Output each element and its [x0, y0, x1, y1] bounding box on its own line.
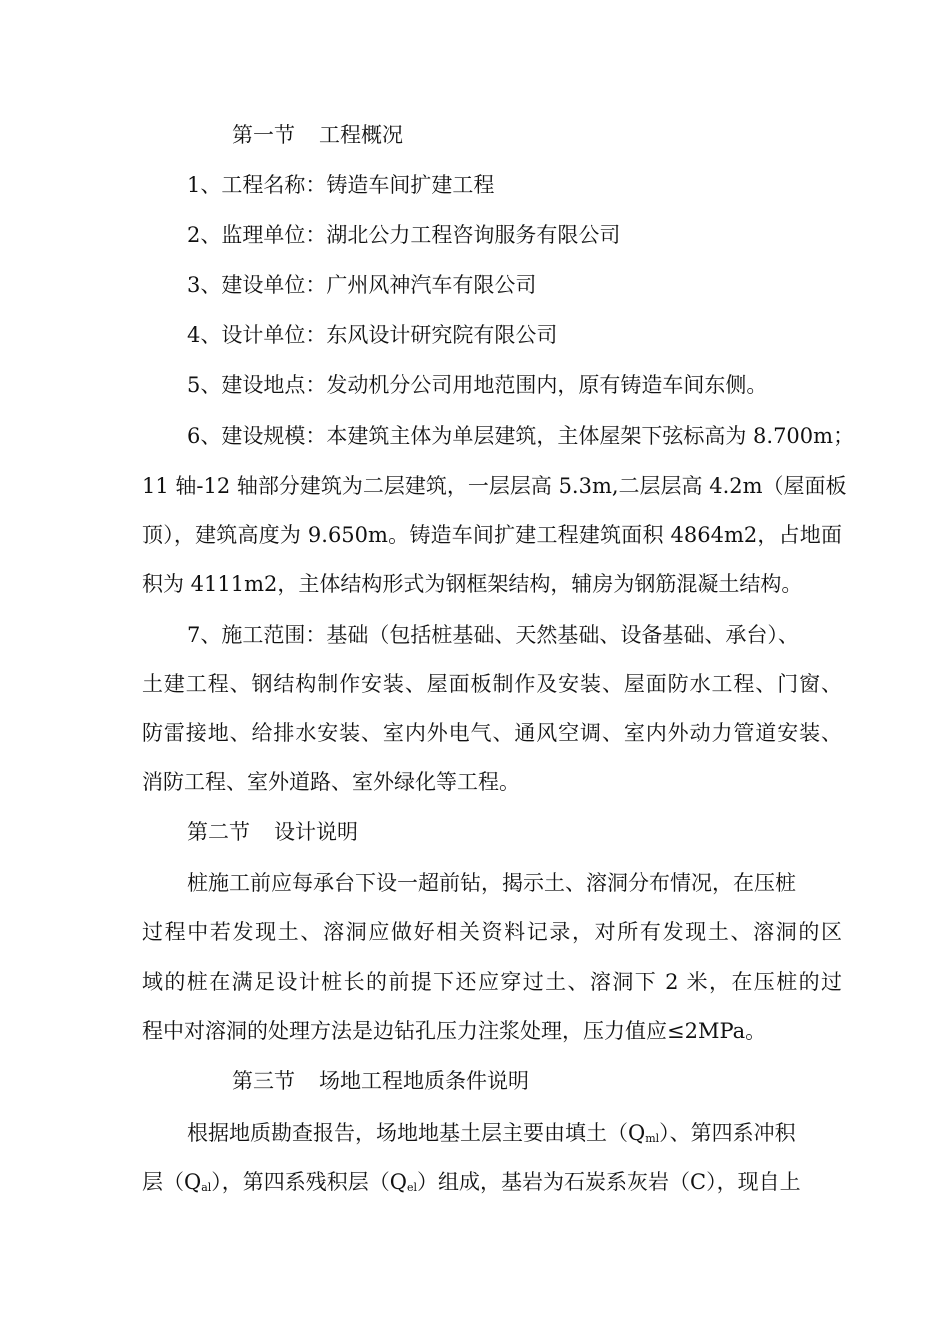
paragraph-line: 土建工程、钢结构制作安装、屋面板制作及安装、屋面防水工程、门窗、	[142, 672, 842, 696]
subscript: ml	[645, 1132, 660, 1145]
item-location: 5、建设地点：发动机分公司用地范围内，原有铸造车间东侧。	[187, 373, 768, 397]
paragraph-line	[142, 1167, 801, 1203]
item-project-name: 1、工程名称：铸造车间扩建工程	[187, 173, 495, 197]
item-designer: 4、设计单位：东风设计研究院有限公司	[187, 323, 558, 347]
section-2-number: 第二节	[187, 820, 250, 844]
paragraph-line: 程中对溶洞的处理方法是边钻孔压力注浆处理，压力值应≤2MPa。	[142, 1019, 767, 1043]
paragraph-line: 积为 4111m2，主体结构形式为钢框架结构，辅房为钢筋混凝土结构。	[142, 572, 803, 596]
text-run: 根据地质勘查报告，场地地基土层主要由填土（Q	[187, 1121, 646, 1145]
paragraph-line: 7、施工范围：基础（包括桩基础、天然基础、设备基础、承台）、	[187, 623, 799, 647]
item-owner: 3、建设单位：广州风神汽车有限公司	[187, 273, 537, 297]
section-1-heading	[232, 120, 403, 150]
subscript: el	[407, 1181, 418, 1194]
paragraph-line: 域的桩在满足设计桩长的前提下还应穿过土、溶洞下 2 米，在压桩的过	[142, 970, 842, 994]
text-run: ）、第四系冲积	[659, 1121, 796, 1145]
paragraph-line: 6、建设规模：本建筑主体为单层建筑，主体屋架下弦标高为 8.700m；	[187, 424, 855, 448]
text-run: 层（Q	[142, 1170, 202, 1194]
paragraph-line: 11 轴-12 轴部分建筑为二层建筑，一层层高 5.3m,二层层高 4.2m（屋面板	[142, 474, 847, 498]
paragraph-line: 过程中若发现土、溶洞应做好相关资料记录，对所有发现土、溶洞的区	[142, 920, 842, 944]
section-2-title: 设计说明	[274, 820, 358, 844]
paragraph-line: 桩施工前应每承台下设一超前钻，揭示土、溶洞分布情况，在压桩	[187, 871, 796, 895]
section-3-title: 场地工程地质条件说明	[319, 1069, 529, 1093]
paragraph-line: 消防工程、室外道路、室外绿化等工程。	[142, 770, 520, 794]
section-2-heading	[187, 817, 358, 847]
text-run: ）组成，基岩为石炭系灰岩（C），现自上	[417, 1170, 801, 1194]
section-1-number: 第一节	[232, 123, 295, 147]
section-1-title: 工程概况	[319, 123, 403, 147]
item-supervisor: 2、监理单位：湖北公力工程咨询服务有限公司	[187, 223, 621, 247]
paragraph-line	[187, 1118, 796, 1154]
text-run: ），第四系残积层（Q	[211, 1170, 408, 1194]
subscript: al	[201, 1181, 212, 1194]
section-3-heading	[232, 1066, 529, 1096]
paragraph-line: 顶），建筑高度为 9.650m。铸造车间扩建工程建筑面积 4864m2，占地面	[142, 523, 842, 547]
paragraph-line: 防雷接地、给排水安装、室内外电气、通风空调、室内外动力管道安装、	[142, 721, 842, 745]
section-3-number: 第三节	[232, 1069, 295, 1093]
